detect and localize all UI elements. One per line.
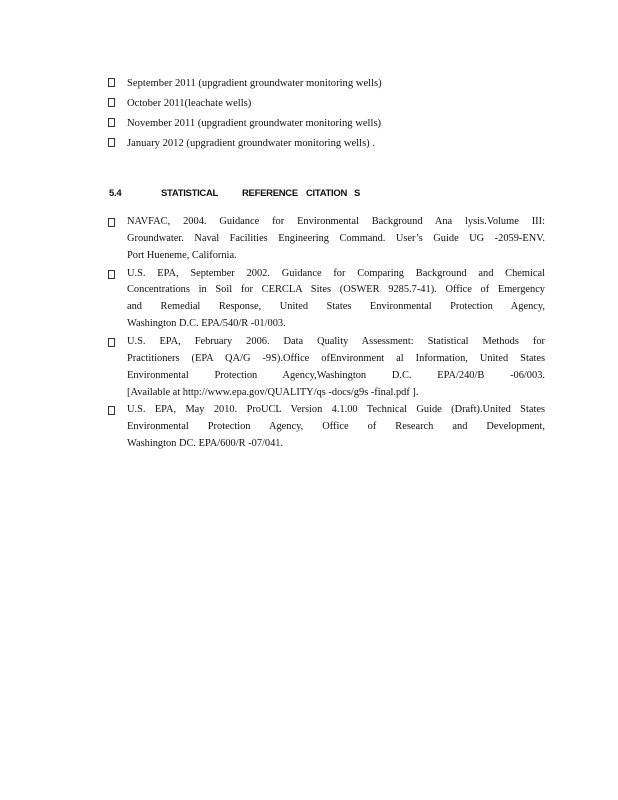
reference-entry bbox=[108, 266, 545, 334]
sampling-events-list bbox=[108, 74, 538, 154]
list-item bbox=[108, 74, 538, 94]
reference-line: Washington DC. EPA/600/R -07/041. bbox=[127, 438, 284, 450]
reference-line: [Available at http://www.epa.gov/QUALITY/qs -docs/g9s -final.pdf ]. bbox=[127, 386, 419, 398]
section-title-word: CITATION bbox=[306, 187, 348, 199]
list-item-text: September 2011 (upgradient groundwater monitoring wells) bbox=[127, 78, 382, 89]
reference-line: Concentrations in Soil for CERCLA Sites (OSWER 9285.7-41). Office of Emergency bbox=[127, 284, 545, 296]
reference-line: Environmental Protection Agency,Washington D.C. EPA/240/B -06/003. bbox=[127, 369, 545, 381]
list-item bbox=[108, 134, 538, 154]
section-title-word: S bbox=[354, 187, 361, 199]
reference-line: and Remedial Response, United States Environmental Protection Agency, bbox=[127, 301, 545, 313]
bullet-glyph-icon bbox=[108, 138, 115, 147]
list-item bbox=[108, 114, 538, 134]
bullet-glyph-icon bbox=[108, 218, 115, 227]
bullet-glyph-icon bbox=[108, 118, 115, 127]
list-item-text: November 2011 (upgradient groundwater monitoring wells) bbox=[127, 118, 382, 129]
bullet-glyph-icon bbox=[108, 78, 115, 87]
reference-line: Practitioners (EPA QA/G -9S).Office ofEnvironment al Information, United States bbox=[127, 352, 545, 364]
bullet-glyph-icon bbox=[108, 406, 115, 415]
bullet-glyph-icon bbox=[108, 338, 115, 347]
reference-line: U.S. EPA, May 2010. ProUCL Version 4.1.00 Technical Guide (Draft).United States bbox=[127, 404, 545, 416]
reference-line: NAVFAC, 2004. Guidance for Environmental Background Ana lysis.Volume III: bbox=[127, 216, 545, 227]
bullet-glyph-icon bbox=[108, 270, 115, 279]
reference-entry bbox=[108, 402, 545, 453]
reference-line: Environmental Protection Agency, Office of Research and Development, bbox=[127, 421, 545, 433]
section-heading bbox=[109, 185, 529, 201]
list-item-text: January 2012 (upgradient groundwater monitoring wells) . bbox=[127, 138, 376, 149]
section-title-word: STATISTICAL bbox=[161, 187, 219, 199]
reference-line: Port Hueneme, California. bbox=[127, 249, 237, 261]
reference-entry bbox=[108, 334, 545, 402]
bullet-glyph-icon bbox=[108, 98, 115, 107]
reference-entry bbox=[108, 214, 545, 265]
reference-list bbox=[108, 214, 545, 454]
list-item-text: October 2011(leachate wells) bbox=[127, 98, 252, 109]
section-title-word: REFERENCE bbox=[242, 187, 298, 199]
reference-line: U.S. EPA, September 2002. Guidance for Comparing Background and Chemical bbox=[127, 267, 545, 279]
list-item bbox=[108, 94, 538, 114]
reference-line: U.S. EPA, February 2006. Data Quality Assessment: Statistical Methods for bbox=[127, 335, 545, 347]
reference-line: Groundwater. Naval Facilities Engineering Command. User’s Guide UG -2059-ENV. bbox=[127, 232, 545, 244]
reference-line: Washington D.C. EPA/540/R -01/003. bbox=[127, 318, 286, 330]
section-number: 5.4 bbox=[109, 187, 122, 199]
